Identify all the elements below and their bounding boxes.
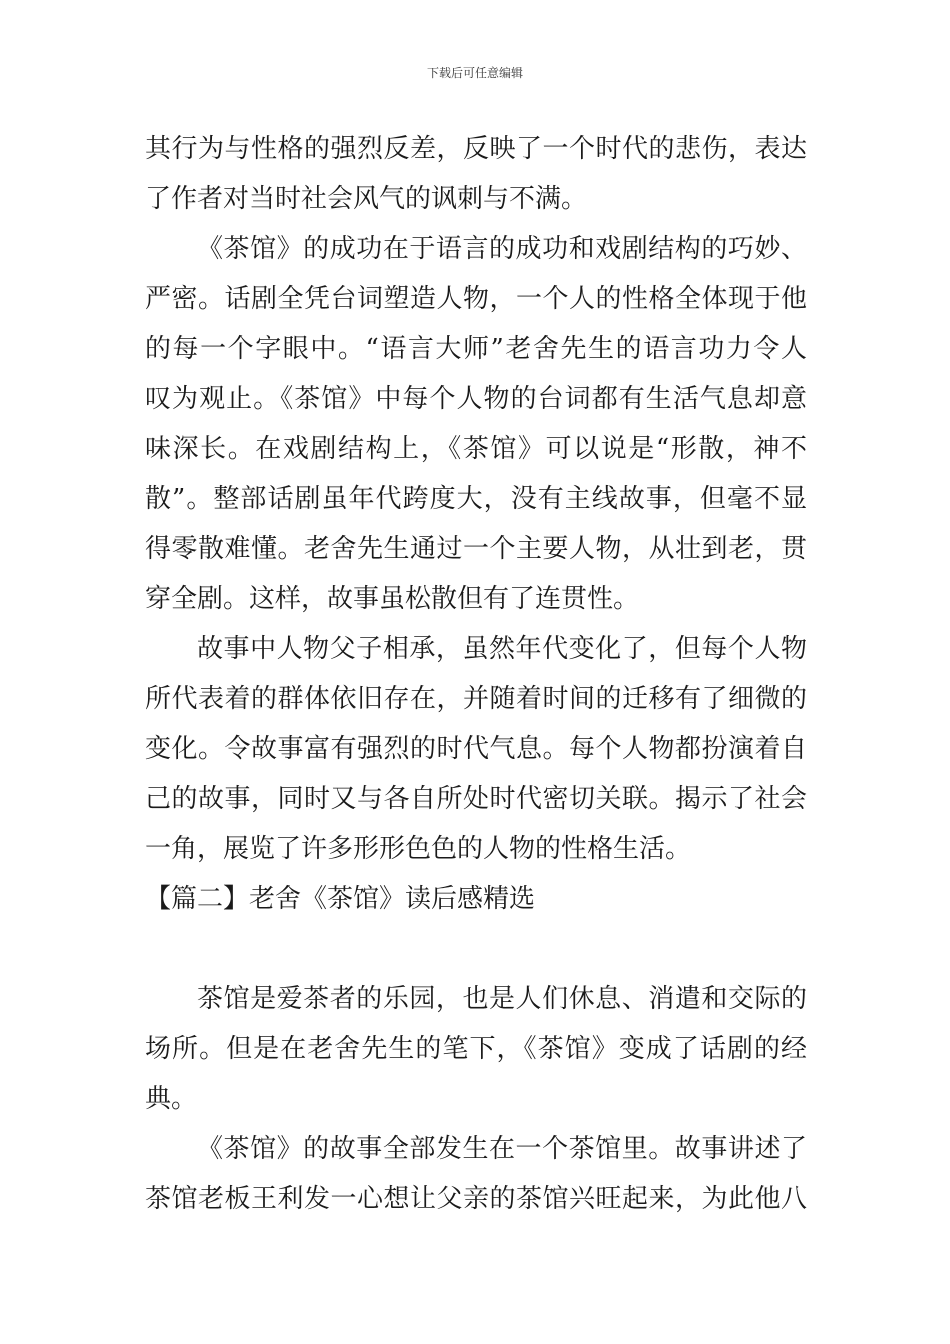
paragraph-line: 所代表着的群体依旧存在，并随着时间的迁移有了细微的 [145,684,807,714]
paragraph-line: 变化。令故事富有强烈的时代气息。每个人物都扮演着自 [145,734,807,764]
paragraph-line: 《茶馆》的故事全部发生在一个茶馆里。故事讲述了 [197,1134,807,1164]
paragraph-line: 一角，展览了许多形形色色的人物的性格生活。 [145,834,692,864]
paragraph [145,224,807,624]
paragraph [145,624,807,874]
page-header: 下载后可任意编辑 [426,66,523,80]
paragraph-line: 的每一个字眼中。“语言大师”老舍先生的语言功力令人 [145,334,807,364]
paragraph [145,124,807,224]
paragraph-line: 己的故事，同时又与各自所处时代密切关联。揭示了社会 [145,784,807,814]
paragraph-line: 《茶馆》的成功在于语言的成功和戏剧结构的巧妙、 [197,234,807,264]
paragraph-line: 茶馆老板王利发一心想让父亲的茶馆兴旺起来，为此他八 [145,1184,807,1214]
paragraph-line: 严密。话剧全凭台词塑造人物，一个人的性格全体现于他 [145,284,807,314]
paragraph-line: 茶馆是爱茶者的乐园，也是人们休息、消遣和交际的 [197,984,807,1014]
paragraph-line: 典。 [145,1084,198,1114]
paragraph-line: 得零散难懂。老舍先生通过一个主要人物，从壮到老，贯 [145,534,807,564]
blank-line [145,924,807,974]
paragraph-line: 场所。但是在老舍先生的笔下，《茶馆》变成了话剧的经 [145,1034,807,1064]
paragraph-line: 散”。整部话剧虽年代跨度大，没有主线故事，但毫不显 [145,484,807,514]
paragraph-line: 叹为观止。《茶馆》中每个人物的台词都有生活气息却意 [145,384,807,414]
paragraph-line: 穿全剧。这样，故事虽松散但有了连贯性。 [145,584,640,614]
paragraph [145,1124,807,1224]
paragraph [145,974,807,1124]
paragraph-line: 故事中人物父子相承，虽然年代变化了，但每个人物 [197,634,807,664]
section-heading: 【篇二】老舍《茶馆》读后感精选 [145,884,536,914]
paragraph-line: 其行为与性格的强烈反差，反映了一个时代的悲伤，表达 [145,134,807,164]
paragraph-line: 味深长。在戏剧结构上，《茶馆》可以说是“形散，神不 [145,434,807,464]
paragraph-line: 了作者对当时社会风气的讽刺与不满。 [145,184,588,214]
document-body [145,124,807,1224]
